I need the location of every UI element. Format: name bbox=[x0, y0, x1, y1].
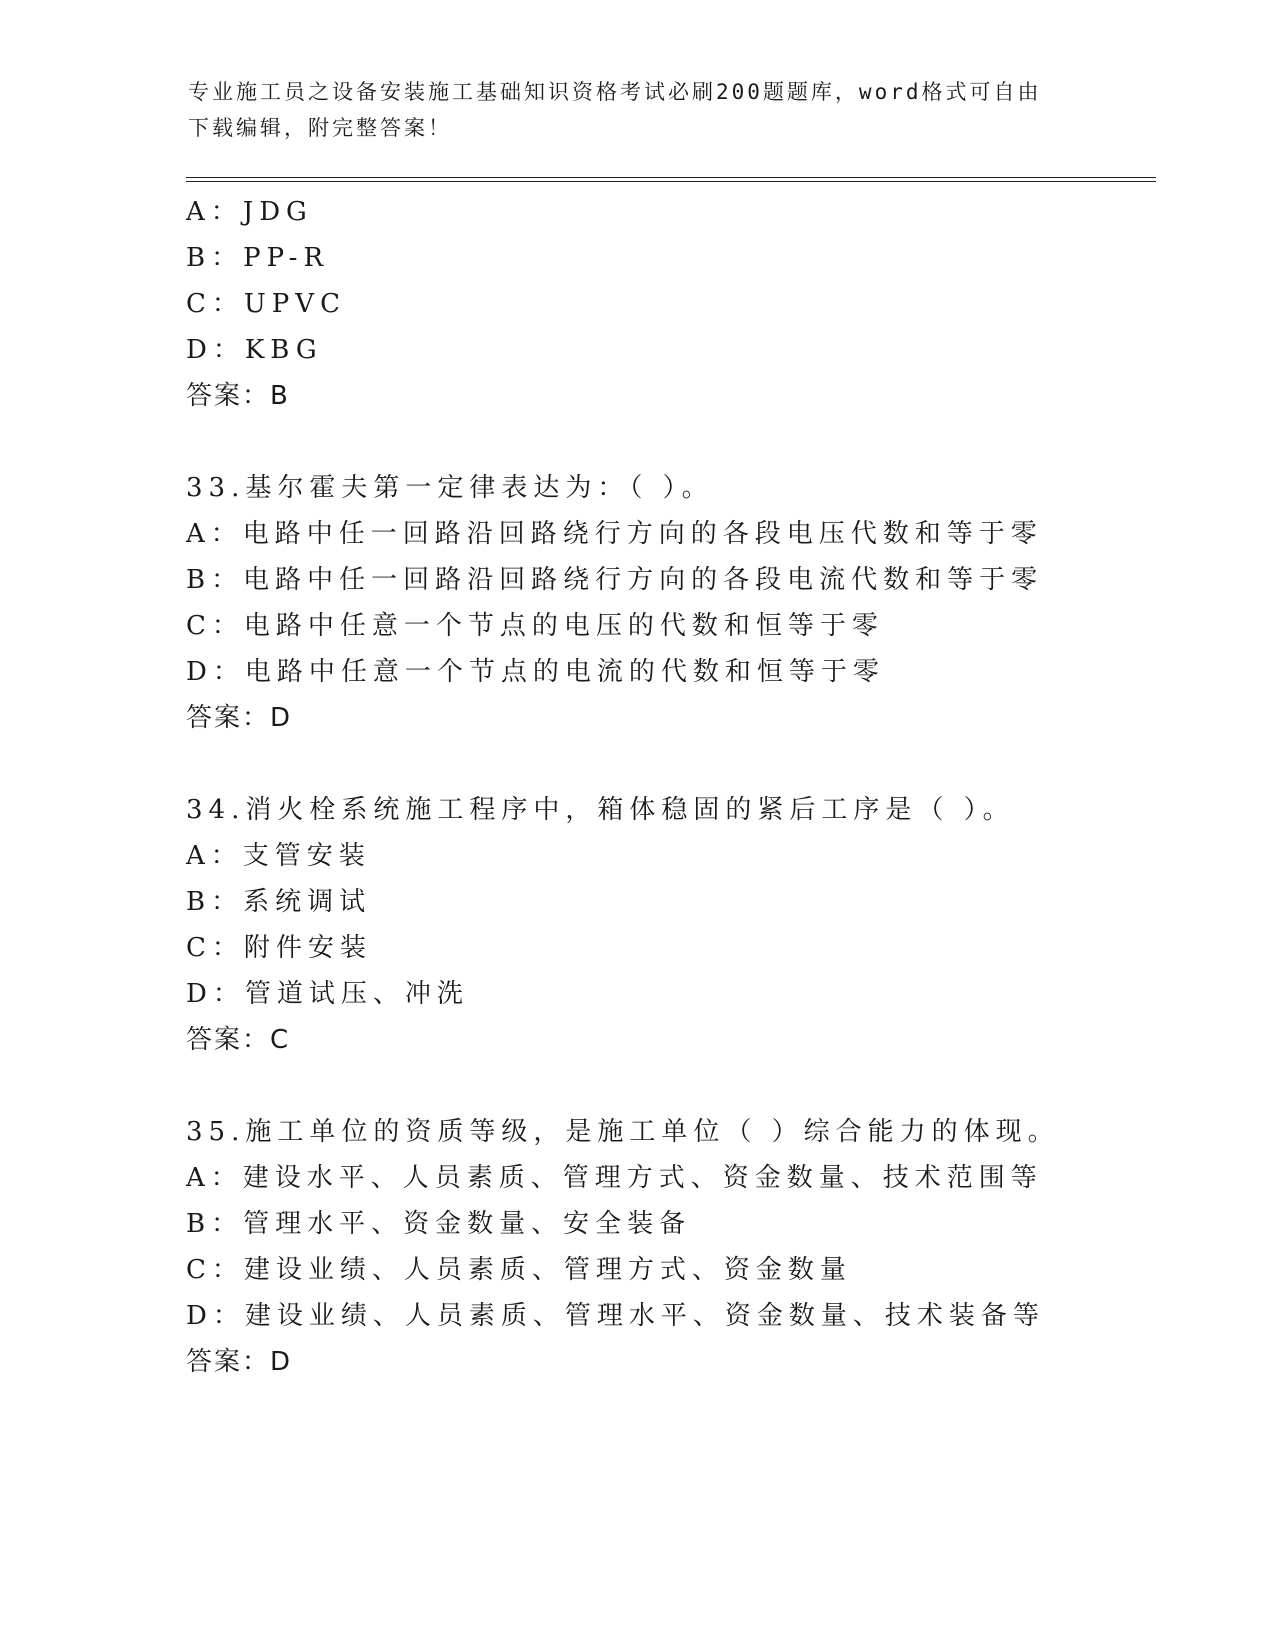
option-a: A：JDG bbox=[186, 197, 313, 227]
option-d: D：建设业绩、人员素质、管理水平、资金数量、技术装备等 bbox=[186, 1301, 1045, 1331]
question-33-block bbox=[186, 465, 1156, 741]
option-a: A：电路中任一回路沿回路绕行方向的各段电压代数和等于零 bbox=[186, 519, 1043, 549]
option-b: B：管理水平、资金数量、安全装备 bbox=[186, 1209, 692, 1239]
header-line-2: 下载编辑，附完整答案！ bbox=[188, 116, 452, 140]
question-34-block bbox=[186, 787, 1156, 1063]
option-b: B：电路中任一回路沿回路绕行方向的各段电流代数和等于零 bbox=[186, 565, 1044, 595]
question-35-block bbox=[186, 1109, 1156, 1385]
header-double-rule bbox=[186, 177, 1156, 182]
answer-line: 答案：D bbox=[186, 1347, 293, 1377]
option-b: B：系统调试 bbox=[186, 887, 372, 917]
option-d: D：KBG bbox=[186, 335, 323, 365]
spacer bbox=[186, 741, 1156, 787]
option-c: C：建设业绩、人员素质、管理方式、资金数量 bbox=[186, 1255, 852, 1285]
page-header bbox=[188, 74, 1088, 146]
option-c: C：附件安装 bbox=[186, 933, 372, 963]
question-text: 35.施工单位的资质等级，是施工单位（ ）综合能力的体现。 bbox=[186, 1117, 1060, 1147]
spacer bbox=[186, 1063, 1156, 1109]
answer-line: 答案：C bbox=[186, 1025, 291, 1055]
option-d: D：电路中任意一个节点的电流的代数和恒等于零 bbox=[186, 657, 885, 687]
option-c: C：电路中任意一个节点的电压的代数和恒等于零 bbox=[186, 611, 884, 641]
option-a: A：建设水平、人员素质、管理方式、资金数量、技术范围等 bbox=[186, 1163, 1043, 1193]
option-b: B：PP-R bbox=[186, 243, 330, 273]
spacer bbox=[186, 419, 1156, 465]
option-d: D：管道试压、冲洗 bbox=[186, 979, 469, 1009]
answer-line: 答案：B bbox=[186, 381, 290, 411]
question-text: 33.基尔霍夫第一定律表达为：（ ）。 bbox=[186, 473, 714, 503]
question-list bbox=[186, 189, 1156, 1385]
answer-line: 答案：D bbox=[186, 703, 293, 733]
question-text: 34.消火栓系统施工程序中，箱体稳固的紧后工序是（ ）。 bbox=[186, 795, 1015, 825]
question-32-block bbox=[186, 189, 1156, 419]
option-c: C：UPVC bbox=[186, 289, 346, 319]
header-line-1: 专业施工员之设备安装施工基础知识资格考试必刷200题题库，word格式可自由 bbox=[188, 80, 1042, 104]
option-a: A：支管安装 bbox=[186, 841, 371, 871]
